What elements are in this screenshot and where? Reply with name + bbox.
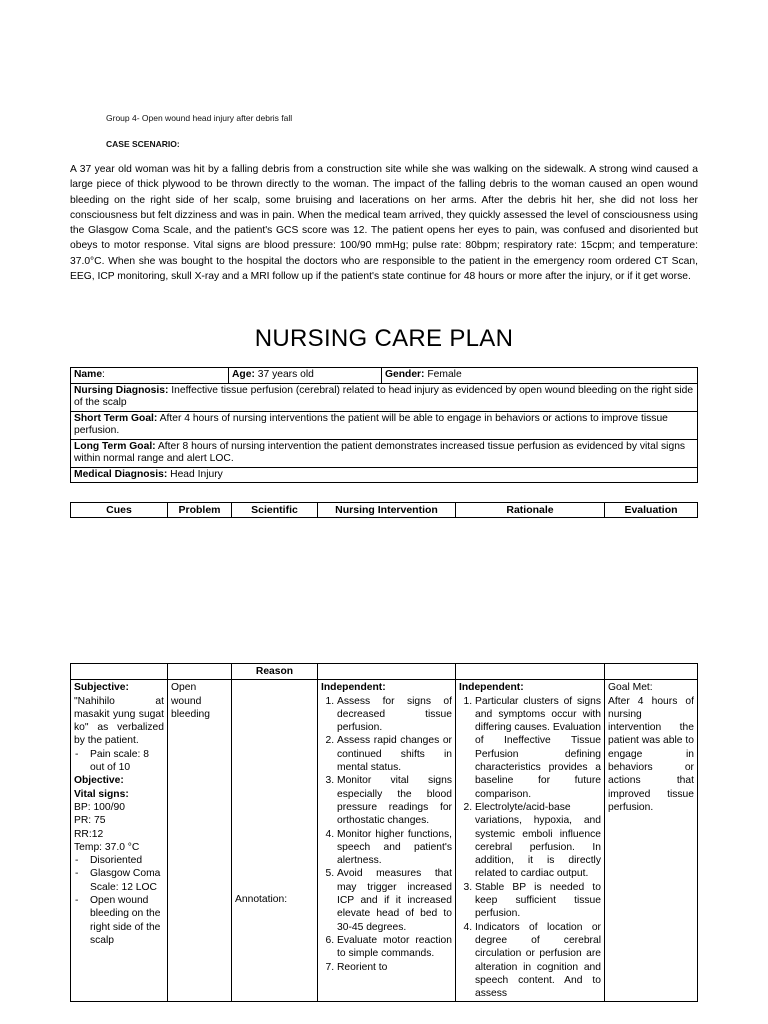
vital-temp: Temp: 37.0 °C bbox=[74, 841, 140, 853]
vital-signs-label: Vital signs: bbox=[74, 788, 129, 800]
age-value: 37 years old bbox=[254, 369, 314, 380]
medical-diagnosis-row bbox=[71, 467, 698, 483]
long-term-goal-label: Long Term Goal: bbox=[74, 440, 156, 452]
intervention-item: 1. Assess for signs of decreased tissue perfusion. bbox=[337, 695, 452, 735]
rationale-item: 3. Stable BP is needed to keep sufficient tissue perfusion. bbox=[475, 881, 601, 921]
intervention-item: 5. Avoid measures that may trigger increased ICP and if it increased elevate head of bed to 30-45 degrees. bbox=[337, 867, 452, 933]
medical-diagnosis-value: Head Injury bbox=[167, 468, 223, 480]
vital-bp: BP: 100/90 bbox=[74, 801, 125, 813]
vital-rr: RR:12 bbox=[74, 828, 104, 840]
rationale-item: 1. Particular clusters of signs and symptoms occur with differing causes. Evaluation of Ineffective Tissue Perfusion defining characteristics provides a baseline for future comparison. bbox=[475, 695, 601, 801]
gender-value: Female bbox=[424, 369, 462, 380]
name-label: Name bbox=[74, 369, 103, 380]
rationale-cell bbox=[456, 680, 605, 1002]
nursing-diagnosis-value: Ineffective tissue perfusion (cerebral) related to head injury as evidenced by open wound bleeding on the right side of the scalp bbox=[74, 384, 694, 408]
rationale-list bbox=[459, 695, 601, 1001]
short-term-goal-row bbox=[71, 411, 698, 439]
objective-label: Objective: bbox=[74, 775, 124, 787]
problem-cell: Open wound bleeding bbox=[168, 680, 232, 1002]
objective-item: - Open wound bleeding on the right side of the scalp bbox=[74, 894, 164, 947]
subjective-quote: "Nahihilo at masakit yung sugat ko" as verbalized by the patient. bbox=[74, 695, 164, 747]
short-term-goal-value: After 4 hours of nursing interventions the patient will be able to engage in behaviors or actions to improve tissue perfusion. bbox=[74, 412, 668, 436]
rationale-item: 2. Electrolyte/acid-base variations, hypoxia, and systemic emboli influence cerebral perfusion. In addition, it is directly related to cardiac output. bbox=[475, 801, 601, 881]
rationale-independent-label: Independent: bbox=[459, 682, 524, 694]
care-plan-row bbox=[71, 680, 698, 1002]
column-header-scientific: Scientific bbox=[232, 503, 318, 518]
annotation-label: Annotation: bbox=[235, 894, 288, 906]
long-term-goal-cell bbox=[71, 439, 698, 467]
nursing-diagnosis-cell bbox=[71, 383, 698, 411]
nursing-diagnosis-label: Nursing Diagnosis: bbox=[74, 384, 169, 396]
case-scenario-text: A 37 year old woman was hit by a falling debris from a construction site while she was walking on the sidewalk. A strong wind caused a large piece of thick plywood to be thrown directly to the woman. The impact of the falling debris to the woman caused an open wound bleeding on the right side of her scalp, some bruising and lacerations on her arms. After the debris hit her, she did not loss her consciousness but felt dizziness and was in pain. When the medical team arrived, they quickly assessed the level of consciousness using the Glasgow Coma Scale, and the patient's GCS score was 12. The patient opens her eyes to pain, was confused and disoriented but obeys to motor response. Vital signs are blood pressure: 100/90 mmHg; pulse rate: 80bpm; respiratory rate: 15cpm; and temperature: 37.0°C. When she was bought to the hospital the doctors who are responsible to the patient in the emergency room ordered CT Scan, EEG, ICP monitoring, skull X-ray and a MRI follow up if the patient's state continue for 48 hours or more after the injury, or if it get worse. bbox=[70, 164, 698, 283]
subjective-list bbox=[74, 748, 164, 775]
short-term-goal-cell bbox=[71, 411, 698, 439]
intervention-item: 3. Monitor vital signs especially the blood pressure readings for orthostatic changes. bbox=[337, 774, 452, 827]
care-plan-table bbox=[70, 663, 698, 1002]
long-term-goal-row bbox=[71, 439, 698, 467]
cues-cell bbox=[71, 680, 168, 1002]
long-term-goal-value: After 8 hours of nursing intervention the patient demonstrates increased tissue perfusion as evidenced by vital signs within normal range and alert LOC. bbox=[74, 440, 686, 464]
short-term-goal-label: Short Term Goal: bbox=[74, 412, 158, 424]
patient-info-table bbox=[70, 367, 698, 483]
objective-list bbox=[74, 854, 164, 947]
care-plan-continuation-header-row bbox=[71, 664, 698, 680]
gender-cell bbox=[382, 368, 698, 384]
objective-item: - Disoriented bbox=[74, 854, 164, 867]
column-header-evaluation: Evaluation bbox=[605, 503, 698, 518]
column-header-cues: Cues bbox=[71, 503, 168, 518]
intervention-independent-label: Independent: bbox=[321, 682, 386, 694]
care-plan-header-row bbox=[71, 503, 698, 518]
evaluation-label: Goal Met: bbox=[608, 682, 653, 694]
page-title: NURSING CARE PLAN bbox=[254, 325, 514, 352]
column-header-nursing-intervention: Nursing Intervention bbox=[318, 503, 456, 518]
group-title: Group 4- Open wound head injury after debris fall bbox=[106, 113, 293, 123]
intervention-list bbox=[321, 695, 452, 974]
name-separator: : bbox=[102, 369, 105, 380]
intervention-item: 7. Reorient to bbox=[337, 961, 452, 974]
subjective-item: - Pain scale: 8 out of 10 bbox=[74, 748, 164, 775]
age-cell bbox=[229, 368, 382, 384]
nursing-diagnosis-row bbox=[71, 383, 698, 411]
patient-demographics-row bbox=[71, 368, 698, 384]
name-cell bbox=[71, 368, 229, 384]
medical-diagnosis-cell bbox=[71, 467, 698, 483]
case-scenario-label: CASE SCENARIO: bbox=[106, 139, 180, 149]
reason-header: Reason bbox=[232, 664, 318, 680]
vital-pr: PR: 75 bbox=[74, 815, 106, 827]
medical-diagnosis-label: Medical Diagnosis: bbox=[74, 468, 168, 480]
objective-item: - Glasgow Coma Scale: 12 LOC bbox=[74, 867, 164, 894]
column-header-rationale: Rationale bbox=[456, 503, 605, 518]
evaluation-cell bbox=[605, 680, 698, 1002]
age-label: Age: bbox=[232, 369, 255, 380]
nursing-intervention-cell bbox=[318, 680, 456, 1002]
subjective-label: Subjective: bbox=[74, 682, 129, 694]
intervention-item: 6. Evaluate motor reaction to simple commands. bbox=[337, 934, 452, 961]
intervention-item: 4. Monitor higher functions, speech and patient's alertness. bbox=[337, 828, 452, 868]
column-header-problem: Problem bbox=[168, 503, 232, 518]
scientific-cell bbox=[232, 680, 318, 1002]
care-plan-header-table bbox=[70, 502, 698, 518]
evaluation-text: After 4 hours of nursing intervention the patient was able to engage in behaviors or actions that improved tissue perfusion. bbox=[608, 695, 694, 813]
intervention-item: 2. Assess rapid changes or continued shifts in mental status. bbox=[337, 734, 452, 774]
gender-label: Gender: bbox=[385, 369, 425, 380]
rationale-item: 4. Indicators of location or degree of cerebral circulation or perfusion are alteration in cognition and speech content. And to assess bbox=[475, 921, 601, 1001]
